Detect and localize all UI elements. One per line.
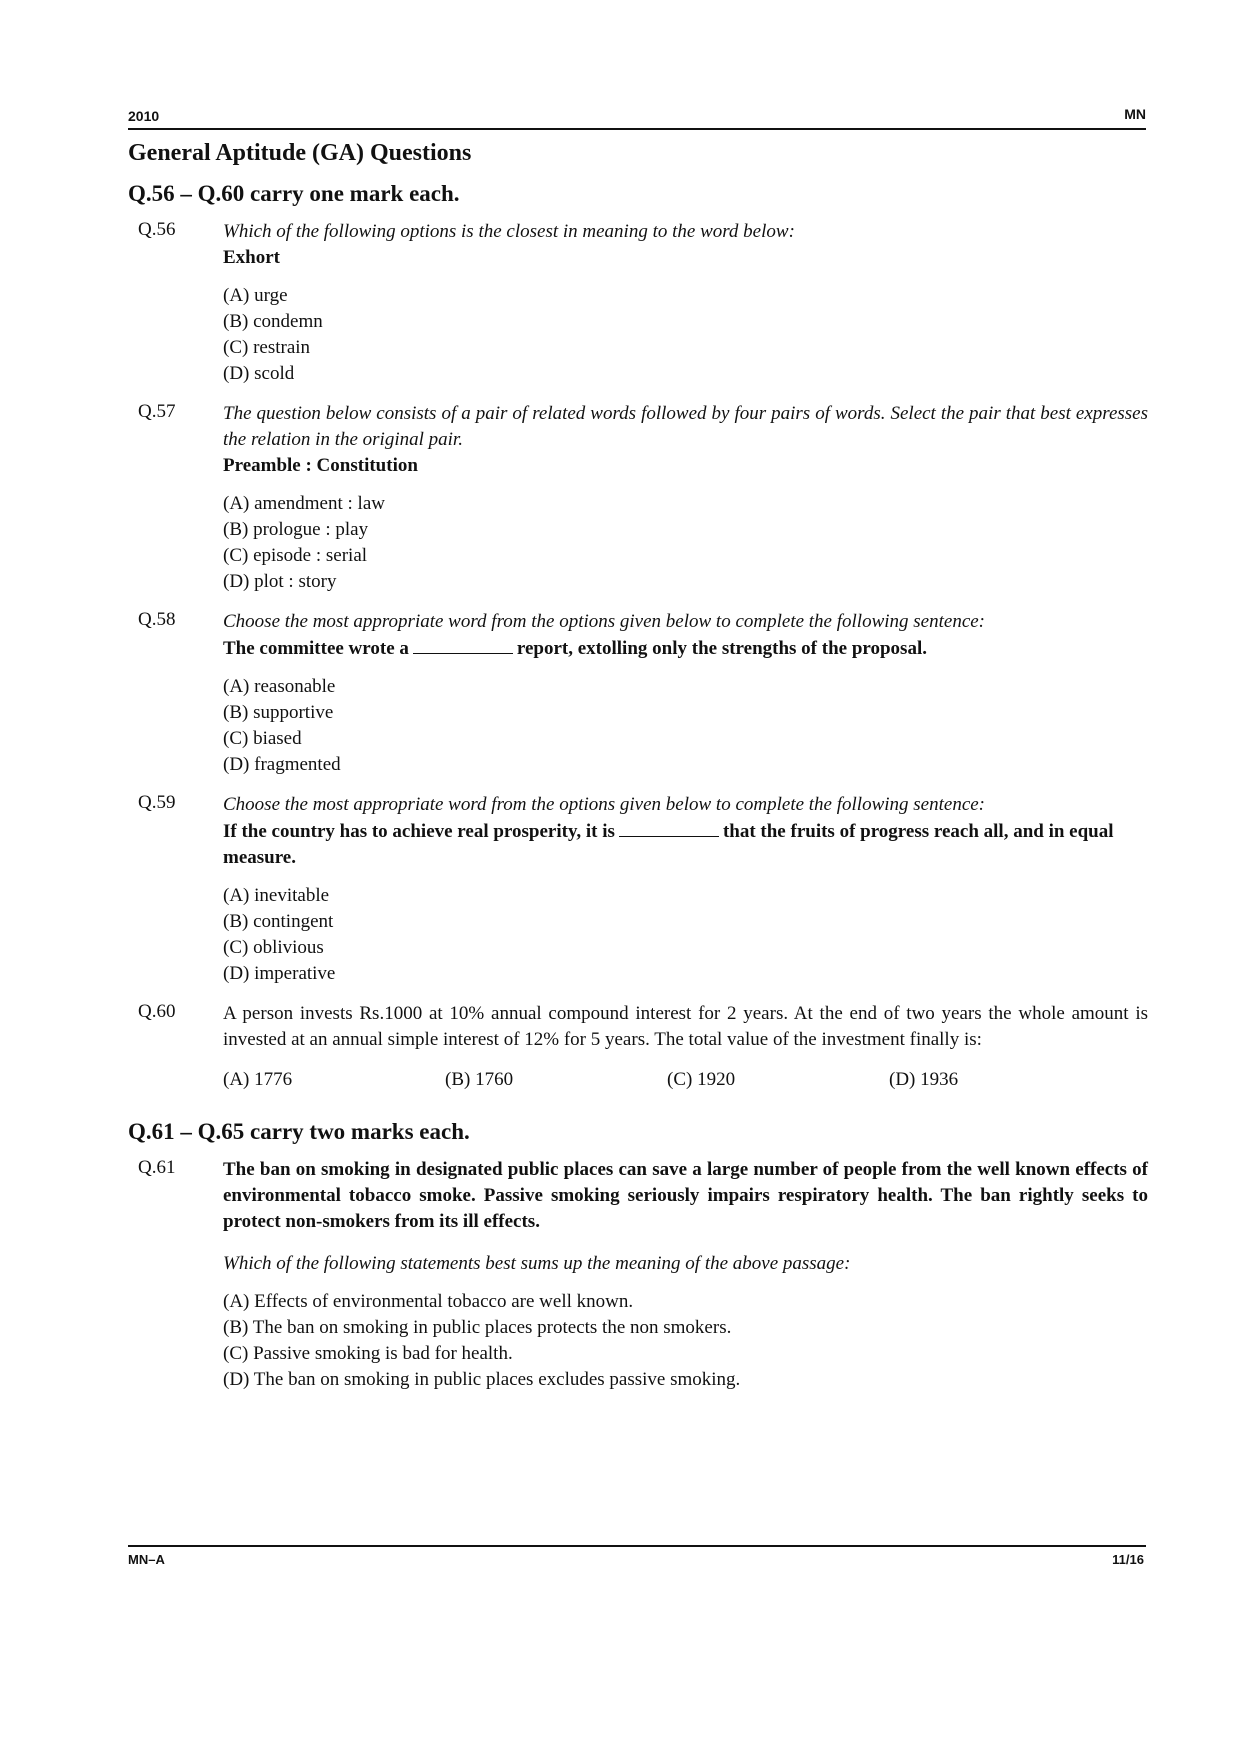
question-57 (128, 401, 1148, 595)
stem-after-blank: report, extolling only the strengths of the proposal. (516, 638, 927, 659)
option-b: (B) prologue : play (223, 519, 369, 540)
question-number: Q.61 (138, 1157, 176, 1178)
option-c: (C) oblivious (223, 937, 324, 958)
question-prompt: The question below consists of a pair of related words followed by four pairs of words. Select the pair that best expresses the relation in the original pair. (223, 403, 1148, 450)
page-content (128, 140, 1148, 1407)
option-d: (D) fragmented (223, 754, 341, 775)
option-c: (C) biased (223, 728, 302, 749)
stem-before-blank: The committee wrote a (223, 638, 409, 659)
question-prompt: Which of the following statements best sums up the meaning of the above passage: (223, 1253, 851, 1274)
header-year: 2010 (128, 108, 160, 124)
option-list (223, 883, 1148, 987)
option-c: (C) episode : serial (223, 545, 368, 566)
group-heading-one-mark: Q.56 – Q.60 carry one mark each. (128, 181, 460, 206)
option-a: (A) inevitable (223, 885, 330, 906)
option-a: (A) Effects of environmental tobacco are well known. (223, 1291, 634, 1312)
fill-blank (619, 818, 719, 837)
option-d: (D) scold (223, 363, 295, 384)
option-a: (A) urge (223, 285, 288, 306)
option-b: (B) supportive (223, 702, 334, 723)
option-list (223, 491, 1148, 595)
question-61 (128, 1157, 1148, 1393)
stem-before-blank: If the country has to achieve real prosperity, it is (223, 821, 615, 842)
group-heading-two-marks: Q.61 – Q.65 carry two marks each. (128, 1119, 470, 1144)
question-59 (128, 792, 1148, 987)
fill-blank (413, 635, 513, 654)
question-60 (128, 1001, 1148, 1093)
option-b: (B) condemn (223, 311, 323, 332)
question-prompt: Which of the following options is the closest in meaning to the word below: (223, 221, 795, 242)
option-a: (A) reasonable (223, 676, 336, 697)
option-a: (A) amendment : law (223, 493, 385, 514)
question-word: Exhort (223, 247, 280, 268)
option-c: (C) 1920 (667, 1069, 736, 1090)
question-word-pair: Preamble : Constitution (223, 455, 418, 476)
question-number: Q.58 (138, 609, 176, 630)
option-b: (B) The ban on smoking in public places protects the non smokers. (223, 1317, 732, 1338)
footer-code: MN–A (128, 1552, 165, 1567)
question-prompt: Choose the most appropriate word from the options given below to complete the following sentence: (223, 794, 986, 815)
option-c: (C) Passive smoking is bad for health. (223, 1343, 513, 1364)
option-row (223, 1067, 1148, 1093)
question-number: Q.56 (138, 219, 176, 240)
question-stem (223, 818, 1148, 871)
option-b: (B) 1760 (445, 1069, 514, 1090)
question-prompt: Choose the most appropriate word from the options given below to complete the following sentence: (223, 611, 986, 632)
option-d: (D) imperative (223, 963, 336, 984)
option-a: (A) 1776 (223, 1069, 293, 1090)
footer-page-number: 11/16 (1112, 1552, 1144, 1567)
header-paper-code: MN (1124, 106, 1146, 122)
question-58-body (128, 609, 1148, 778)
question-number: Q.59 (138, 792, 176, 813)
stem-after-blank: that the fruits of progress reach all, and in equal measure. (223, 821, 1114, 868)
question-passage: The ban on smoking in designated public places can save a large number of people from the well known effects of environmental tobacco smoke. Passive smoking seriously impairs respiratory health. The ban rightly seeks to protect non-smokers from its ill effects. (223, 1159, 1148, 1232)
option-b: (B) contingent (223, 911, 334, 932)
option-list (223, 1289, 1148, 1393)
option-d: (D) 1936 (889, 1069, 959, 1090)
option-c: (C) restrain (223, 337, 311, 358)
header-divider (128, 128, 1146, 130)
question-prompt: A person invests Rs.1000 at 10% annual compound interest for 2 years. At the end of two years the whole amount is invested at an annual simple interest of 12% for 5 years. The total value of the investment finally is: (223, 1003, 1148, 1050)
question-number: Q.57 (138, 401, 176, 422)
option-d: (D) The ban on smoking in public places excludes passive smoking. (223, 1369, 741, 1390)
question-number: Q.60 (138, 1001, 176, 1022)
option-list (223, 674, 1148, 778)
footer-divider (128, 1545, 1146, 1547)
option-list (223, 283, 1148, 387)
question-stem (223, 635, 1148, 662)
section-title: General Aptitude (GA) Questions (128, 140, 472, 166)
question-56 (128, 219, 1148, 387)
option-d: (D) plot : story (223, 571, 337, 592)
